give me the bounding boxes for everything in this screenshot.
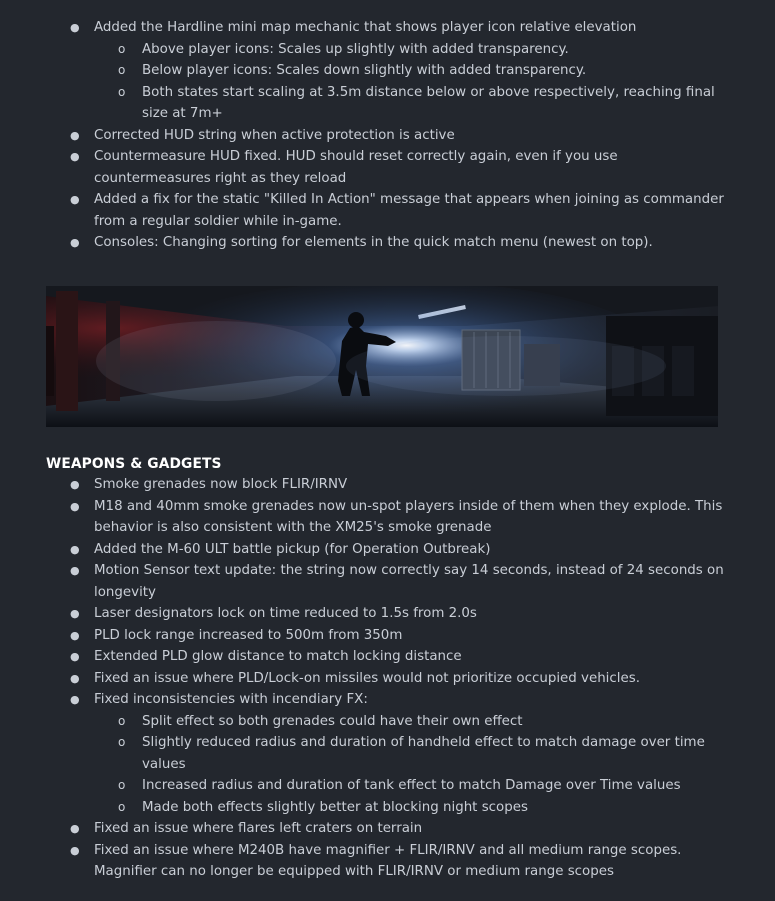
bullet-icon: ● <box>70 822 80 835</box>
list-item-text: Added the Hardline mini map mechanic that shows player icon relative elevation <box>94 20 637 35</box>
list-item <box>0 232 775 254</box>
list-item-text: PLD lock range increased to 500m from 350m <box>94 627 403 643</box>
list-item-text: Smoke grenades now block FLIR/IRNV <box>94 477 348 492</box>
bullet-icon: ● <box>70 628 80 642</box>
bullet-icon: ● <box>70 150 80 163</box>
list-item-text: Motion Sensor text update: the string now correctly say 14 seconds, instead of 24 seconds on longevity <box>94 563 724 600</box>
list-item-text: Fixed an issue where flares left craters on terrain <box>94 821 423 836</box>
bullet-icon: ● <box>70 128 80 142</box>
bullet-icon: ● <box>70 236 80 249</box>
sub-list-item-text: Made both effects slightly better at blocking night scopes <box>142 799 528 815</box>
list-item-text: Extended PLD glow distance to match locking distance <box>94 649 462 664</box>
sub-list-item <box>0 39 775 61</box>
hud-fixes-list <box>0 17 775 254</box>
sub-bullet-icon: o <box>118 41 126 56</box>
list-item <box>0 840 775 883</box>
bullet-icon: ● <box>70 671 80 685</box>
list-item-text: Countermeasure HUD fixed. HUD should reset correctly again, even if you use countermeasures right as they reload <box>94 149 618 186</box>
sub-list-item <box>0 711 775 733</box>
bullet-icon: ● <box>70 478 80 491</box>
list-item-text: Fixed an issue where M240B have magnifier + FLIR/IRNV and all medium range scopes. Magnifier can no longer be equipped with FLIR/IRNV or medium range scopes <box>94 842 682 879</box>
sub-list-item <box>0 60 775 82</box>
bullet-icon: ● <box>70 564 80 577</box>
section-heading: WEAPONS & GADGETS <box>46 456 222 472</box>
list-item <box>0 17 775 39</box>
bullet-icon: ● <box>70 193 80 206</box>
list-item <box>0 689 775 711</box>
bullet-icon: ● <box>70 693 80 706</box>
list-item-text: Consoles: Changing sorting for elements in the quick match menu (newest on top). <box>94 235 653 250</box>
list-item <box>0 189 775 232</box>
bullet-icon: ● <box>70 843 80 857</box>
bullet-icon: ● <box>70 499 80 513</box>
sub-bullet-icon: o <box>118 735 126 749</box>
list-item-text: Laser designators lock on time reduced to 1.5s from 2.0s <box>94 606 477 621</box>
list-item <box>0 560 775 603</box>
sub-list-item <box>0 797 775 819</box>
list-item <box>0 818 775 840</box>
list-item-text: Added the M-60 ULT battle pickup (for Operation Outbreak) <box>94 541 491 557</box>
sub-list-item <box>0 732 775 775</box>
list-item-text: Added a fix for the static "Killed In Action" message that appears when joining as commander from a regular soldier while in-game. <box>94 192 724 229</box>
bullet-icon: ● <box>70 607 80 620</box>
bullet-icon: ● <box>70 542 80 556</box>
list-item <box>0 474 775 496</box>
list-item <box>0 625 775 647</box>
list-item <box>0 668 775 690</box>
list-item <box>0 603 775 625</box>
list-item <box>0 539 775 561</box>
list-item <box>0 125 775 147</box>
sub-list-item <box>0 775 775 797</box>
list-item <box>0 646 775 668</box>
game-screenshot-image <box>46 286 718 427</box>
sub-list-item-text: Split effect so both grenades could have their own effect <box>142 713 523 729</box>
bullet-icon: ● <box>70 21 80 34</box>
bullet-icon: ● <box>70 650 80 663</box>
sub-bullet-icon: o <box>118 84 126 99</box>
sub-bullet-icon: o <box>118 63 126 77</box>
list-item <box>0 496 775 539</box>
sub-bullet-icon: o <box>118 778 126 792</box>
sub-bullet-icon: o <box>118 799 126 814</box>
sub-list-item-text: Below player icons: Scales down slightly with added transparency. <box>142 63 587 78</box>
sub-list-item-text: Both states start scaling at 3.5m distance below or above respectively, reaching final size at 7m+ <box>142 84 715 121</box>
sub-list-item-text: Above player icons: Scales up slightly with added transparency. <box>142 41 569 57</box>
banner-scene <box>46 286 718 427</box>
list-item-text: Fixed an issue where PLD/Lock-on missiles would not prioritize occupied vehicles. <box>94 670 640 686</box>
sub-list-item-text: Increased radius and duration of tank effect to match Damage over Time values <box>142 778 681 793</box>
sub-bullet-icon: o <box>118 713 126 728</box>
list-item-text: M18 and 40mm smoke grenades now un-spot players inside of them when they explode. This behavior is also consistent with the XM25's smoke grenade <box>94 498 723 535</box>
list-item-text: Fixed inconsistencies with incendiary FX: <box>94 692 368 707</box>
list-item-text: Corrected HUD string when active protection is active <box>94 127 455 143</box>
sub-list-item <box>0 82 775 125</box>
list-item <box>0 146 775 189</box>
sub-list-item-text: Slightly reduced radius and duration of handheld effect to match damage over time values <box>142 735 705 772</box>
weapons-gadgets-list <box>0 474 775 883</box>
